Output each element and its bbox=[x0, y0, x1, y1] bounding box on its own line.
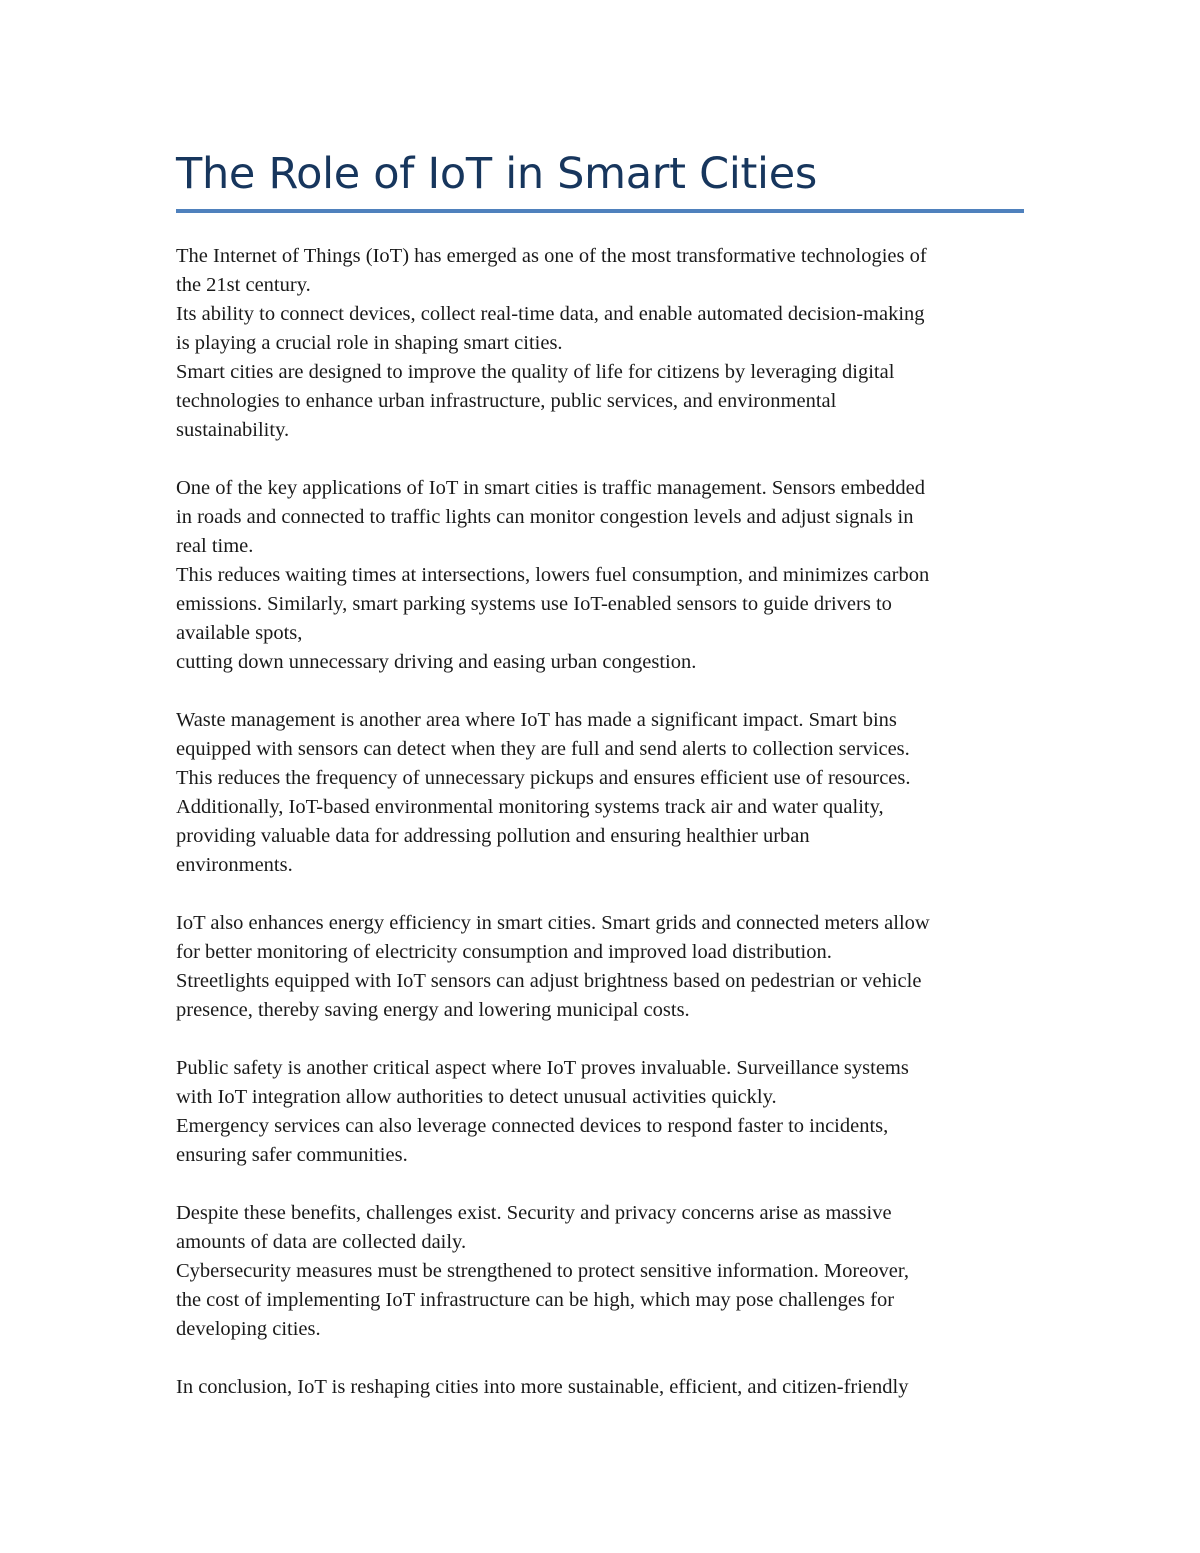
text-line: providing valuable data for addressing pollution and ensuring healthier urban bbox=[176, 825, 810, 847]
text-line: Despite these benefits, challenges exist. Security and privacy concerns arise as massive bbox=[176, 1202, 892, 1224]
text-line: ensuring safer communities. bbox=[176, 1144, 408, 1166]
paragraph bbox=[176, 1373, 1032, 1402]
text-line: equipped with sensors can detect when they are full and send alerts to collection services. bbox=[176, 738, 910, 760]
paragraph bbox=[176, 1054, 1032, 1170]
text-line: cutting down unnecessary driving and easing urban congestion. bbox=[176, 651, 697, 673]
text-line: with IoT integration allow authorities to detect unusual activities quickly. bbox=[176, 1086, 777, 1108]
paragraph bbox=[176, 242, 1032, 445]
paragraph bbox=[176, 474, 1032, 677]
text-line: emissions. Similarly, smart parking systems use IoT-enabled sensors to guide drivers to bbox=[176, 593, 892, 615]
text-line: Emergency services can also leverage connected devices to respond faster to incidents, bbox=[176, 1115, 889, 1137]
text-line: Additionally, IoT-based environmental monitoring systems track air and water quality, bbox=[176, 796, 884, 818]
text-line: Streetlights equipped with IoT sensors can adjust brightness based on pedestrian or vehicle bbox=[176, 970, 922, 992]
text-line: the cost of implementing IoT infrastructure can be high, which may pose challenges for bbox=[176, 1289, 895, 1311]
text-line: amounts of data are collected daily. bbox=[176, 1231, 467, 1253]
text-line: In conclusion, IoT is reshaping cities into more sustainable, efficient, and citizen-friendly bbox=[176, 1376, 909, 1398]
text-line: the 21st century. bbox=[176, 274, 311, 296]
document-body bbox=[176, 242, 1032, 1431]
text-line: is playing a crucial role in shaping smart cities. bbox=[176, 332, 563, 354]
text-line: for better monitoring of electricity consumption and improved load distribution. bbox=[176, 941, 832, 963]
document-title: The Role of IoT in Smart Cities bbox=[176, 149, 817, 199]
text-line: One of the key applications of IoT in smart cities is traffic management. Sensors embedded bbox=[176, 477, 925, 499]
text-line: available spots, bbox=[176, 622, 303, 644]
text-line: Public safety is another critical aspect where IoT proves invaluable. Surveillance systems bbox=[176, 1057, 909, 1079]
paragraph bbox=[176, 1199, 1032, 1344]
paragraph bbox=[176, 706, 1032, 880]
text-line: technologies to enhance urban infrastructure, public services, and environmental bbox=[176, 390, 837, 412]
text-line: This reduces the frequency of unnecessary pickups and ensures efficient use of resources. bbox=[176, 767, 911, 789]
text-line: environments. bbox=[176, 854, 293, 876]
text-line: presence, thereby saving energy and lowering municipal costs. bbox=[176, 999, 690, 1021]
text-line: IoT also enhances energy efficiency in smart cities. Smart grids and connected meters allow bbox=[176, 912, 930, 934]
text-line: Smart cities are designed to improve the quality of life for citizens by leveraging digital bbox=[176, 361, 895, 383]
text-line: Cybersecurity measures must be strengthened to protect sensitive information. Moreover, bbox=[176, 1260, 909, 1282]
text-line: sustainability. bbox=[176, 419, 290, 441]
title-underline bbox=[176, 209, 1024, 213]
text-line: Its ability to connect devices, collect real-time data, and enable automated decision-making bbox=[176, 303, 925, 325]
text-line: This reduces waiting times at intersections, lowers fuel consumption, and minimizes carbon bbox=[176, 564, 930, 586]
text-line: The Internet of Things (IoT) has emerged as one of the most transformative technologies of bbox=[176, 245, 927, 267]
paragraph bbox=[176, 909, 1032, 1025]
text-line: in roads and connected to traffic lights can monitor congestion levels and adjust signals in bbox=[176, 506, 914, 528]
text-line: developing cities. bbox=[176, 1318, 321, 1340]
text-line: Waste management is another area where IoT has made a significant impact. Smart bins bbox=[176, 709, 897, 731]
text-line: real time. bbox=[176, 535, 254, 557]
